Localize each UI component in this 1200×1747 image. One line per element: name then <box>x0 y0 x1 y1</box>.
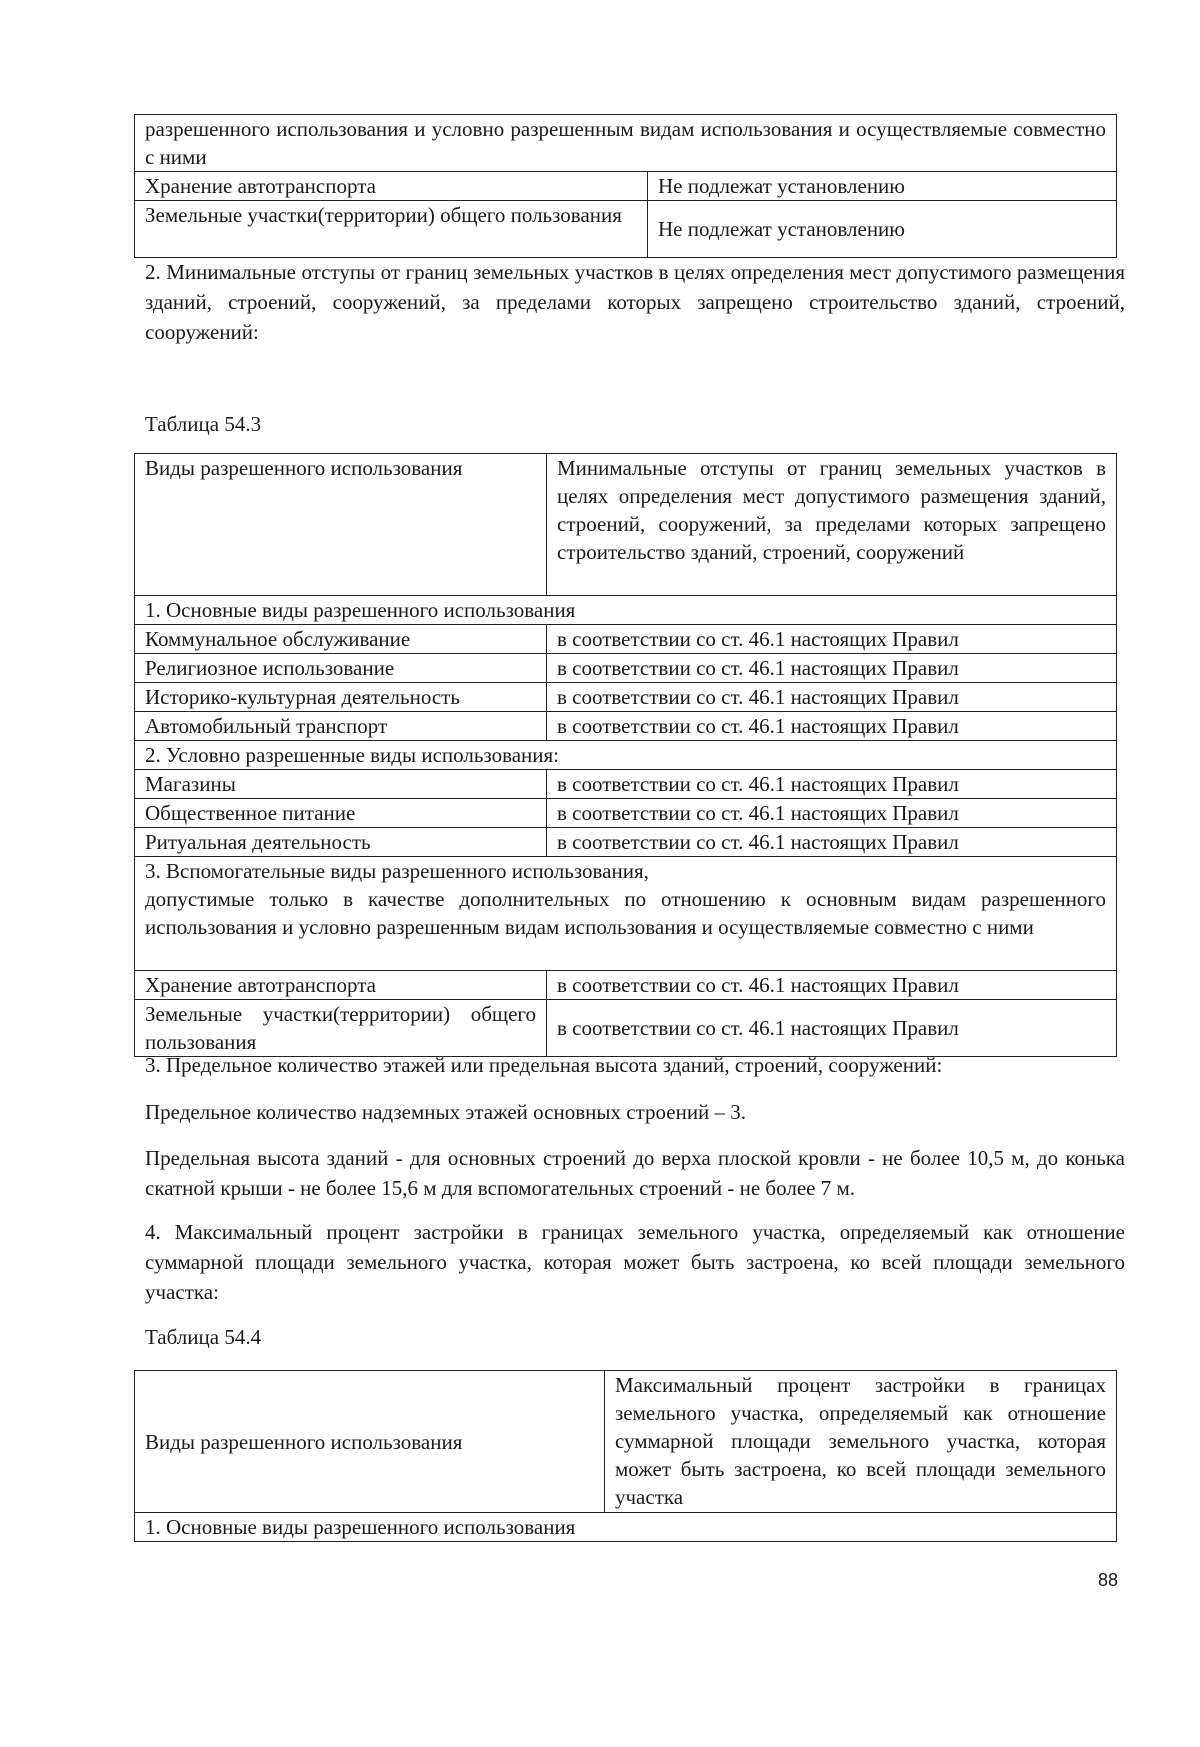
table-cell: в соответствии со ст. 46.1 настоящих Правил <box>547 971 1117 1000</box>
paragraph-2: 2. Минимальные отступы от границ земельных участков в целях определения мест допустимого размещения зданий, строений, сооружений, за пределами которых запрещено строительство зданий, строений, сооружений: <box>145 260 1125 344</box>
table-row <box>135 770 1117 799</box>
table-row <box>135 712 1117 741</box>
table-cell: Религиозное использование <box>135 654 547 683</box>
section-row <box>135 596 1117 625</box>
table-cell: в соответствии со ст. 46.1 настоящих Правил <box>547 828 1117 857</box>
table-cell: в соответствии со ст. 46.1 настоящих Правил <box>547 799 1117 828</box>
table-cell: Земельные участки(территории) общего пользования <box>135 201 648 258</box>
table-caption: Таблица 54.3 <box>145 412 262 436</box>
paragraph-4: 4. Максимальный процент застройки в границах земельного участка, определяемый как отношение суммарной площади земельного участка, которая может быть застроена, ко всей площади земельного участка: <box>145 1220 1125 1304</box>
table-row <box>135 654 1117 683</box>
table-54-4 <box>134 1370 1117 1542</box>
table-cell: разрешенного использования и условно разрешенным видам использования и осуществляемые совместно с ними <box>135 115 1117 172</box>
page-number: 88 <box>1098 1570 1119 1590</box>
table-cell: Земельные участки(территории) общего пользования <box>135 1000 547 1057</box>
table-header-row <box>135 1371 1117 1513</box>
paragraph-3: 3. Предельное количество этажей или предельная высота зданий, строений, сооружений: <box>145 1053 943 1077</box>
table-cell: Общественное питание <box>135 799 547 828</box>
table-cell: Автомобильный транспорт <box>135 712 547 741</box>
table-cell: в соответствии со ст. 46.1 настоящих Правил <box>547 683 1117 712</box>
table-row <box>135 828 1117 857</box>
column-header: Виды разрешенного использования <box>135 1371 605 1513</box>
table-header-row <box>135 454 1117 596</box>
table-caption: Таблица 54.4 <box>145 1325 262 1349</box>
paragraph-3b: Предельная высота зданий - для основных строений до верха плоской кровли - не более 10,5 м, до конька скатной крыши - не более 15,6 м для вспомогательных строений - не более 7 м. <box>145 1146 1125 1200</box>
table-cell: в соответствии со ст. 46.1 настоящих Правил <box>547 625 1117 654</box>
section-heading-line: 3. Вспомогательные виды разрешенного использования, <box>145 859 649 883</box>
table-row <box>135 115 1117 172</box>
table-row <box>135 971 1117 1000</box>
table-row <box>135 201 1117 258</box>
section-row <box>135 857 1117 971</box>
table-54-3 <box>134 453 1117 1057</box>
table-cell: Коммунальное обслуживание <box>135 625 547 654</box>
table-cell: Не подлежат установлению <box>648 172 1117 201</box>
paragraph-3a: Предельное количество надземных этажей основных строений – 3. <box>145 1100 747 1124</box>
table-cell: Хранение автотранспорта <box>135 971 547 1000</box>
table-row <box>135 172 1117 201</box>
section-heading <box>135 857 1117 971</box>
section-heading: 2. Условно разрешенные виды использования: <box>135 741 1117 770</box>
table-cell: в соответствии со ст. 46.1 настоящих Правил <box>547 770 1117 799</box>
table-row <box>135 799 1117 828</box>
section-row <box>135 1513 1117 1542</box>
table-cell: в соответствии со ст. 46.1 настоящих Правил <box>547 1000 1117 1057</box>
section-heading: 1. Основные виды разрешенного использования <box>135 596 1117 625</box>
table-row <box>135 683 1117 712</box>
section-heading-text: допустимые только в качестве дополнительных по отношению к основным видам разрешенного использования и условно разрешенным видам использования и осуществляемые совместно с ними <box>145 887 1106 939</box>
section-heading: 1. Основные виды разрешенного использования <box>135 1513 1117 1542</box>
table-cell: Ритуальная деятельность <box>135 828 547 857</box>
table-cell: Магазины <box>135 770 547 799</box>
column-header: Виды разрешенного использования <box>135 454 547 596</box>
table-continuation <box>134 114 1117 258</box>
table-cell: Историко-культурная деятельность <box>135 683 547 712</box>
column-header: Максимальный процент застройки в границах земельного участка, определяемый как отношение суммарной площади земельного участка, которая может быть застроена, ко всей площади земельного участка <box>605 1371 1117 1513</box>
table-cell: Не подлежат установлению <box>648 201 1117 258</box>
section-row <box>135 741 1117 770</box>
table-row <box>135 1000 1117 1057</box>
column-header: Минимальные отступы от границ земельных участков в целях определения мест допустимого размещения зданий, строений, сооружений, за пределами которых запрещено строительство зданий, строений, сооружений <box>547 454 1117 596</box>
table-cell: в соответствии со ст. 46.1 настоящих Правил <box>547 654 1117 683</box>
table-row <box>135 625 1117 654</box>
table-cell: Хранение автотранспорта <box>135 172 648 201</box>
table-cell: в соответствии со ст. 46.1 настоящих Правил <box>547 712 1117 741</box>
